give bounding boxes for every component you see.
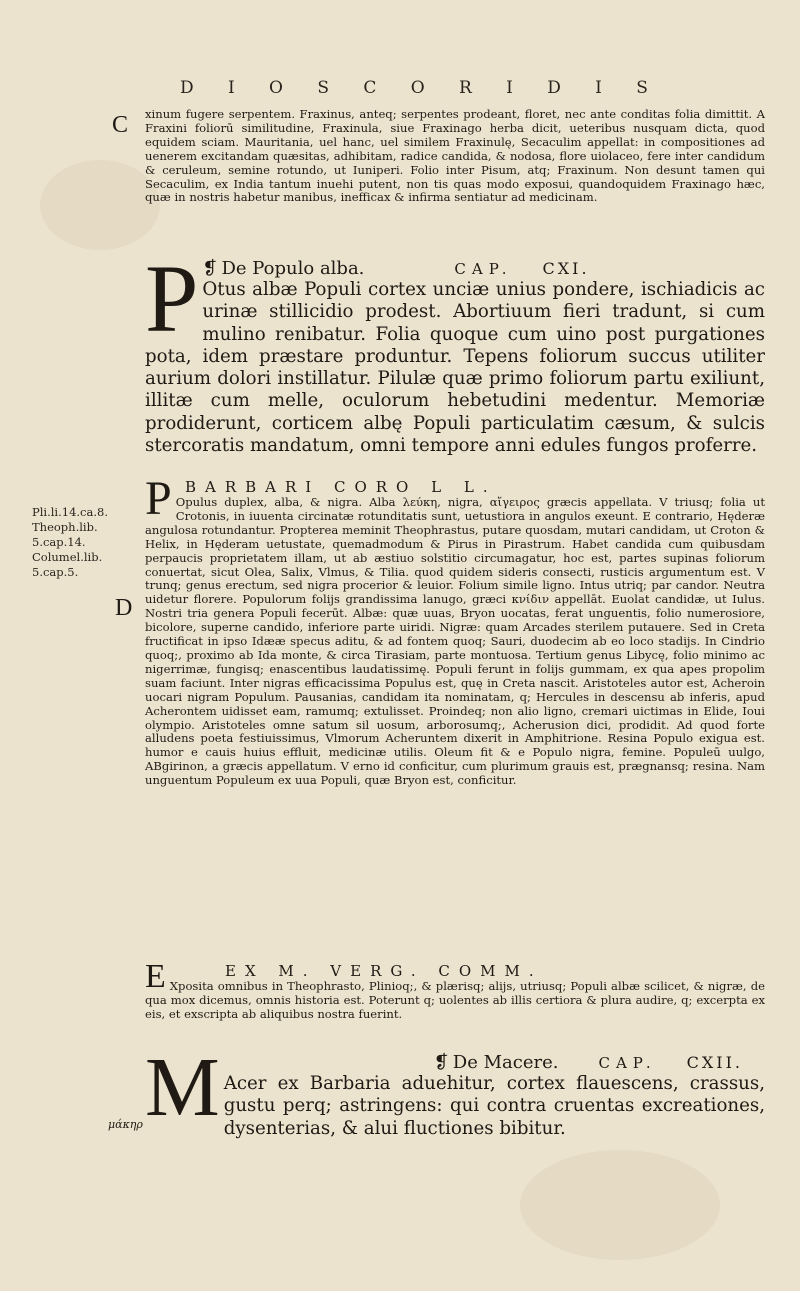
barbari-commentary (145, 472, 765, 788)
page-stain (40, 160, 160, 250)
chapter-title: De Populo alba. (221, 258, 365, 279)
running-head-letter: R (458, 78, 474, 98)
margin-note: Columel.lib. (32, 550, 103, 564)
commentary-text: Opulus duplex, alba, & nigra. Alba λεύκη, nigra, αἴγειρος græcis appellata. V triusq; folia ut Crotonis, in iuuenta circinatæ rotunditatis sunt, uetustiora in angulos exeunt. E contrario, Hęderæ angulosa rotundantur. Propterea meminit Theophrastus, putare quosdam, mutari candidam, ut Croton & Helix, in Hęderam uetustate, quemadmodum & Pirus in Pirastrum. Habet candida cum quibusdam perpaucis proprietatem illam, ut ab æstiuo solstitio circumagatur, hoc est, partes supinas foliorum conuertat, sicut Olea, Salix, Vlmus, & Tilia. quod quidem sideris consecti, rusticis argumentum est. V trunq; genus erectum, sed nigra procerior & leuior. Folium simile ligno. Intus utriq; par candor. Neutra uidetur florere. Populorum folijs grandissima lanugo, græci κνίδιν appellāt. Euolat candidæ, ut Iulus. Nostri tria genera Populi fecerūt. Albæ: quæ uuas, Bryon uocatas, ferat unguentis, folio numerosiore, bicolore, superne candido, inferiore parte uiridi. Nigræ: quam Arcades sterilem putauere. Sed in Creta fructificat in ipso Idææ specus aditu, & ad fontem quoq; Sauri, duodecim ab eo loco stadijs. In Cindrio quoq;, proximo ab Ida monte, & circa Tirasiam, parte montuosa. Tertium genus Libycę, folio minimo ac nigerrimæ, fungisq; enascentibus laudatissimę. Populi ferunt in folijs gummam, ex qua apes propolim suam faciunt. Inter nigras efficacissima Populus est, quę in Creta nascit. Aristoteles autor est, Acheroin uocari nigram Populum. Pausanias, candidam ita nominatam, q; Hercules in descensu ab inferis, apud Acherontem uidisset eam, ramumq; extulisset. Proindeq; non alio ligno, cremari uictimas in Elide, Ioui olympio. Aristoteles omne satum sil uosum, arborosumq;, Acherusion dici, prodidit. Ad quod forte alludens poeta festiuissimus, Vlmorum Acheruntem dixerit in Amphitrione. Resina Populo exigua est. humor e cauis huius effluit, medicinæ utilis. Oleum fit & e Populo nigra, femine. Populeū uulgo, ABgirinon, a græcis appellatum. V erno id conficitur, cum plurimum grauis est, prægnansq; resina. Nam unguentum Populeum ex uua Populi, quæ Bryon est, conficitur. (145, 495, 765, 788)
margin-note: 5.cap.14. (32, 535, 86, 549)
margin-notes (32, 505, 122, 580)
chapter-heading (224, 1052, 765, 1073)
margin-note: Theoph.lib. (32, 520, 98, 534)
commentary-heading: BARBARI CORO L L. (185, 478, 497, 496)
commentary-heading: EX M. VERG. COMM. (225, 962, 543, 980)
page-stain (520, 1150, 720, 1260)
running-head-letter: O (269, 78, 285, 98)
pilcrow-icon: ❡ (433, 1052, 449, 1073)
dropcap-e: E (145, 958, 166, 995)
paragraph-fraxinus: xinum fugere serpentem. Fraxinus, anteq; serpentes prodeant, floret, nec ante conditas folia dimittit. A Fraxini foliorū similitudine, Fraxinula, siue Fraxinago herba dicit, ueteribus nusquam dicta, quod equidem sciam. Mauritania, uel hanc, uel similem Fraxinulę, Secaculim appellat: in compositiones ad uenerem excitandam quæsitas, adhibitam, radice candida, & nodosa, flore uiolaceo, fere inter candidum & ceruleum, semine rotundo, ut Iuniperi. Folio inter Pisum, atq; Fraxinum. Non desunt tamen qui Secaculim, ex India tantum inuehi putent, non tis quas modo exposui, quandoquidem Fraxinago hæc, quæ in nostris habetur manibus, inefficax & infirma sentiatur ad medicinam. (145, 107, 765, 205)
chapter-heading (202, 258, 765, 279)
pilcrow-icon: ❡ (202, 258, 218, 279)
margin-note: Pli.li.14.ca.8. (32, 505, 108, 519)
chapter-111 (145, 245, 765, 457)
running-head-letter: D (547, 78, 563, 98)
running-head-letter: I (227, 78, 237, 98)
chapter-title: De Macere. (452, 1052, 559, 1073)
vergilius-commentary (145, 958, 765, 1022)
chapter-text: Acer ex Barbaria aduehitur, cortex flauescens, crassus, gustu perq; astringens: qui contra cruentas excreationes, dysenterias, & alui fluctiones bibitur. (223, 1073, 765, 1139)
margin-note: 5.cap.5. (32, 565, 79, 579)
section-letter-c: C (112, 112, 129, 138)
running-head (180, 78, 650, 98)
running-head-letter: O (410, 78, 427, 98)
chapter-cap-label: CAP. (598, 1054, 657, 1072)
running-head-letter: I (595, 78, 604, 98)
chapter-number: CXI. (542, 259, 590, 278)
running-head-letter: S (317, 78, 331, 98)
commentary-text: Xposita omnibus in Theophrasto, Plinioq;, & plærisq; alijs, utriusq; Populi albæ scilicet, & nigræ, de qua mox dicemus, omnis historia est. Poterunt q; uolentes ab illis certiora & plura audire, q; excerpta ex eis, et exscripta ab aliquibus nostra fuerint. (145, 979, 765, 1021)
chapter-cap-label: CAP. (454, 260, 513, 278)
margin-greek-note: μάκηρ (108, 1118, 143, 1131)
chapter-112 (145, 1041, 765, 1140)
chapter-text: Otus albæ Populi cortex unciæ unius pondere, ischiadicis ac urinæ stillicidio prodest. Abortiuum fieri tradunt, si cum mulino renibatur. Folia quoque cum uino post purgationes pota, idem præstare produntur. Tepens foliorum succus utiliter aurium dolori instillatur. Pilulæ quæ primo foliorum partu exiliunt, illitæ cum melle, oculorum hebetudini medentur. Memoriæ prodiderunt, corticem albę Populi particulatim cæsum, & sulcis stercoratis mandatum, omni tempore anni edules fungos proferre. (145, 279, 765, 457)
running-head-letter: C (363, 78, 379, 98)
dropcap-p-small: P (145, 472, 172, 525)
dropcap-p: P (145, 245, 199, 352)
running-head-letter: I (506, 78, 515, 98)
dropcap-m: M (145, 1041, 220, 1134)
running-head-letter: S (636, 78, 650, 98)
section-letter-d: D (115, 595, 133, 621)
chapter-number: CXII. (686, 1053, 743, 1072)
running-head-letter: D (180, 78, 196, 98)
